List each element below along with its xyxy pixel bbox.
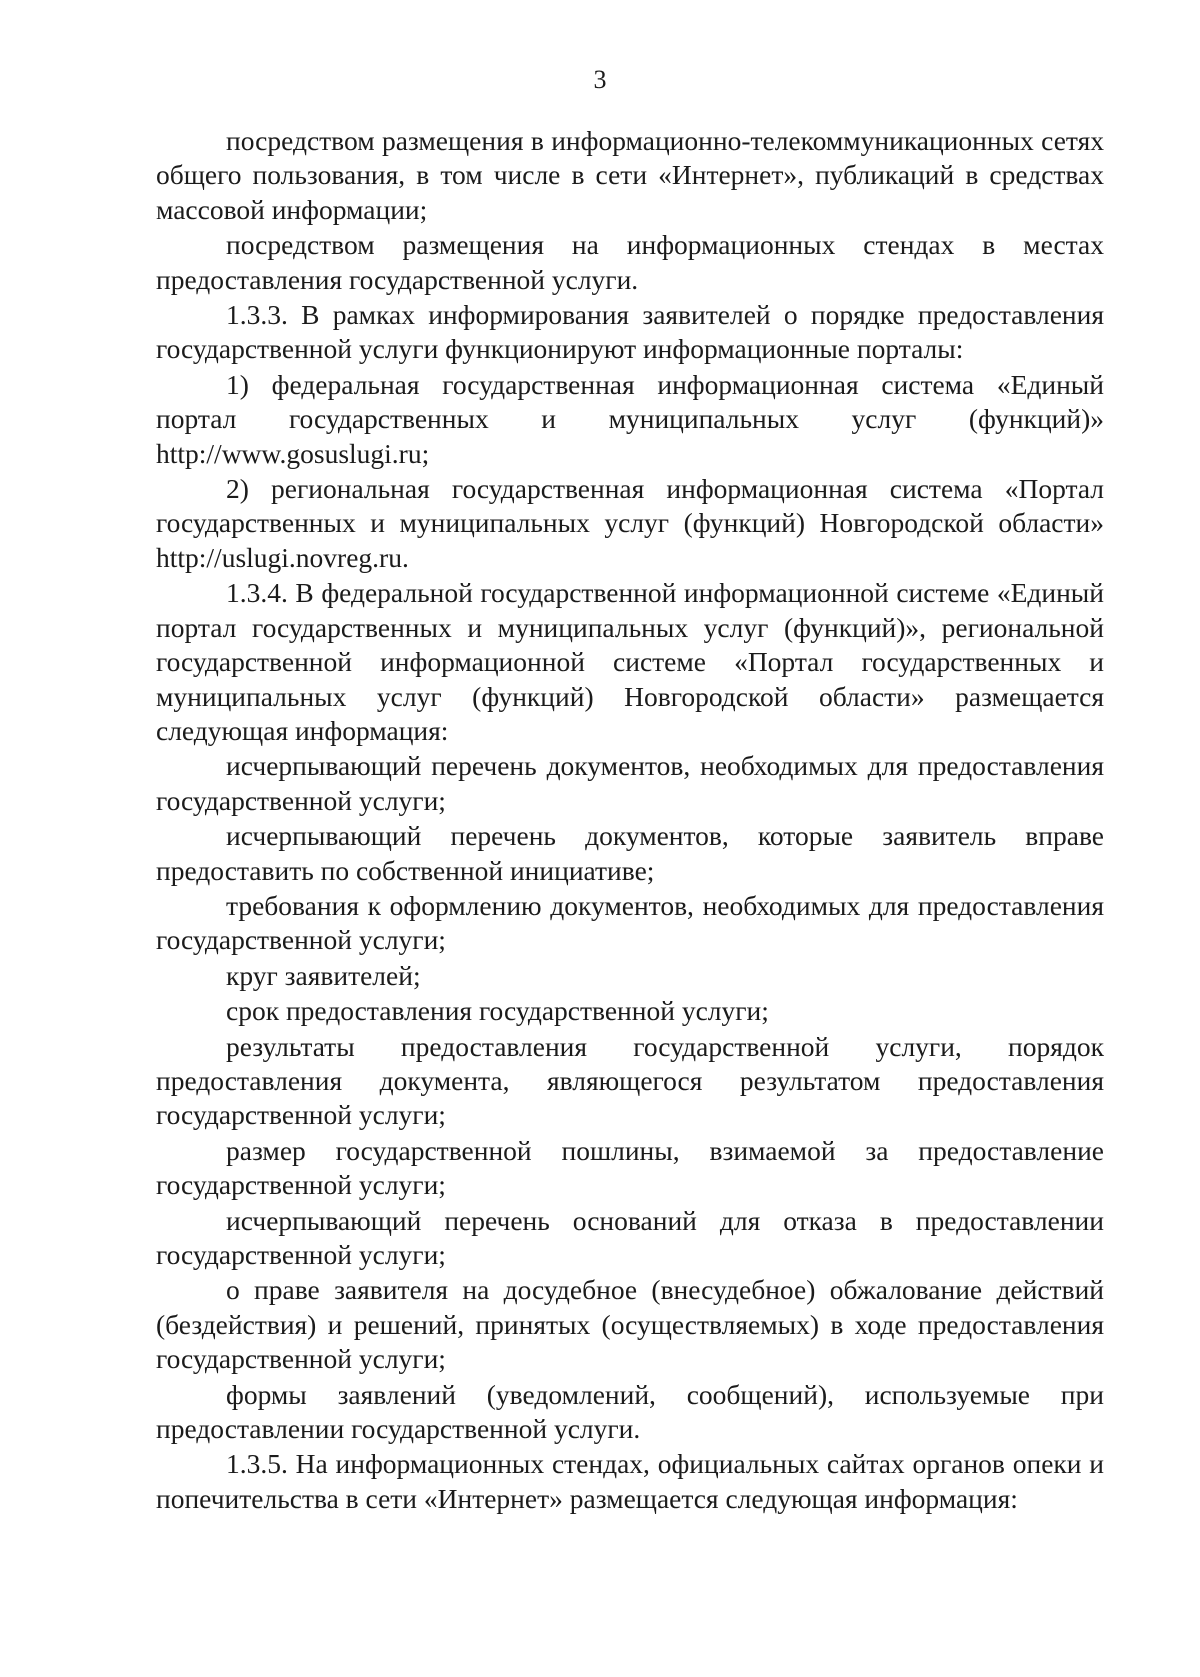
list-item-applicants: круг заявителей; (226, 959, 421, 991)
list-item-document-requirements: требования к оформлению документов, необходимых для предоставления государственной услуги; (156, 889, 1104, 956)
list-item-state-fee: размер государственной пошлины, взимаемой за предоставление государственной услуги; (156, 1134, 1104, 1201)
list-item-optional-documents: исчерпывающий перечень документов, которые заявитель вправе предоставить по собственной инициативе; (156, 820, 1104, 886)
paragraph-regional-portal: 2) региональная государственная информационная система «Портал государственных и муниципальных услуг (функций) Новгородской области» http://uslugi.novreg.ru. (156, 473, 1104, 573)
paragraph-1-3-3: 1.3.3. В рамках информирования заявителей о порядке предоставления государственной услуги функционируют информационные порталы: (156, 299, 1104, 365)
paragraph-federal-portal: 1) федеральная государственная информационная система «Единый портал государственных и муниципальных услуг (функций)» http://www.gosuslugi.ru; (156, 368, 1104, 469)
list-item-refusal-grounds: исчерпывающий перечень оснований для отказа в предоставлении государственной услуги; (156, 1204, 1104, 1270)
paragraph-1-3-4: 1.3.4. В федеральной государственной информационной системе «Единый портал государственных и муниципальных услуг (функций)», региональной государственной информационной системе «Портал государственных и муниципальных услуг (функций) Новгородской области» размещается следующая информация: (156, 577, 1104, 746)
list-item-required-documents: исчерпывающий перечень документов, необходимых для предоставления государственной услуги; (156, 750, 1104, 816)
page-number: 3 (593, 65, 607, 94)
paragraph-publication-media: посредством размещения в информационно-телекоммуникационных сетях общего пользования, в том числе в сети «Интернет», публикаций в средствах массовой информации; (156, 125, 1104, 225)
paragraph-info-stands: посредством размещения на информационных стендах в местах предоставления государственной услуги. (156, 229, 1104, 295)
document-body (156, 124, 1104, 1516)
list-item-application-forms: формы заявлений (уведомлений, сообщений), используемые при предоставлении государственной услуги. (156, 1378, 1104, 1445)
list-item-service-results: результаты предоставления государственной услуги, порядок предоставления документа, являющегося результатом предоставления государственной услуги; (156, 1030, 1104, 1131)
list-item-service-term: срок предоставления государственной услуги; (226, 995, 769, 1027)
list-item-appeal-right: о праве заявителя на досудебное (внесудебное) обжалование действий (бездействия) и решений, принятых (осуществляемых) в ходе предоставления государственной услуги; (156, 1274, 1104, 1375)
paragraph-1-3-5: 1.3.5. На информационных стендах, официальных сайтах органов опеки и попечительства в сети «Интернет» размещается следующая информация: (156, 1448, 1104, 1514)
